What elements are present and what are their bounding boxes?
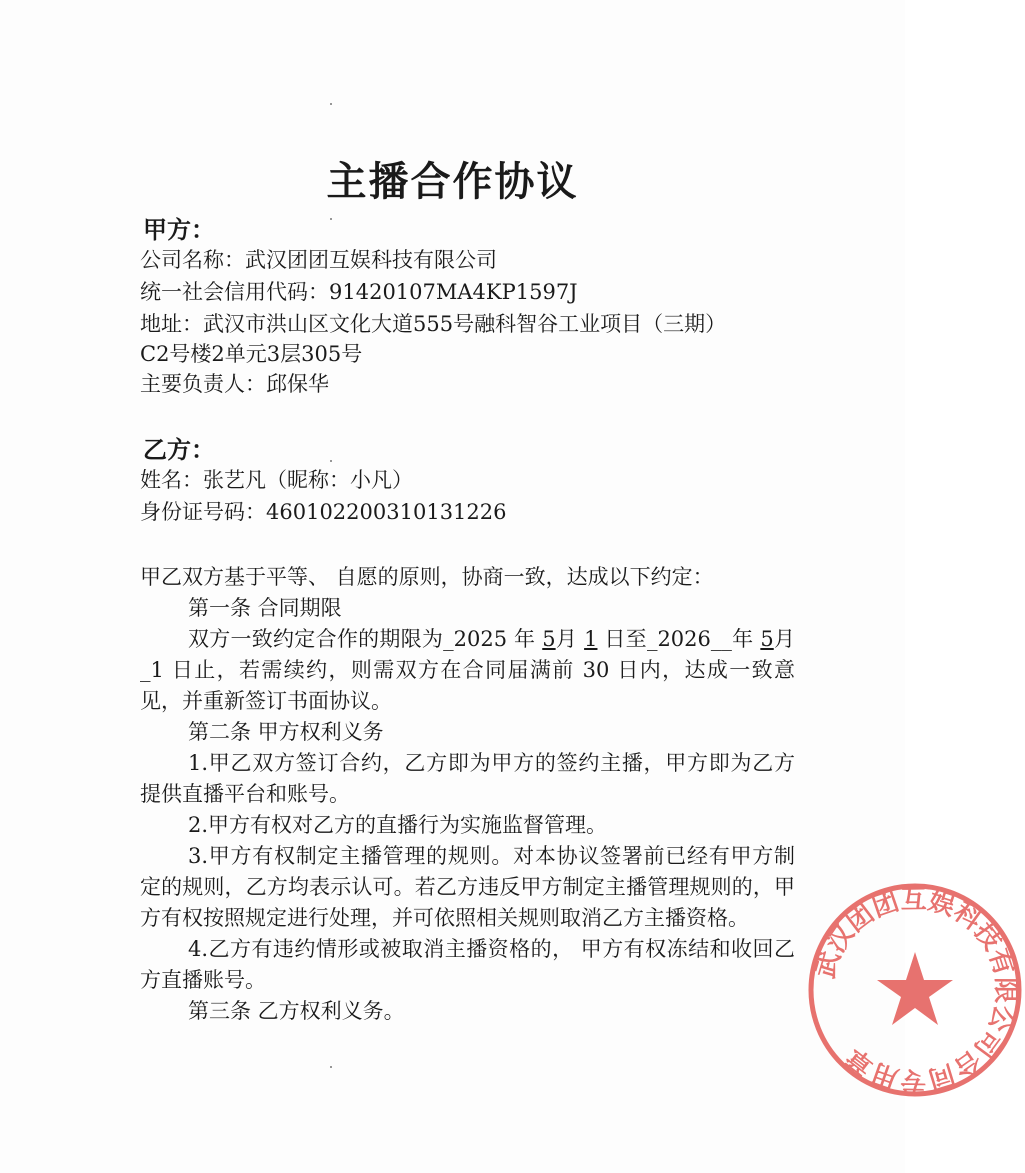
party-a-address-line1: 地址：武汉市洪山区文化大道555号融科智谷工业项目（三期） <box>140 312 727 336</box>
intro-paragraph: 甲乙双方基于平等、 自愿的原则，协商一致，达成以下约定： <box>140 565 714 589</box>
start-day: 1 <box>584 627 598 651</box>
article3-heading: 第三条 乙方权利义务。 <box>188 999 405 1023</box>
article2-item3: 3.甲方有权制定主播管理的规则。对本协议签署前已经有甲方制定的规则，乙方均表示认可。若乙方违反甲方制定主播管理规则的，甲方有权按照规定进行处理，并可依照相关规则取消乙方主播资格。 <box>140 844 795 930</box>
party-b-id-number: 身份证号码：460102200310131226 <box>140 500 507 524</box>
end-year: _2026__ <box>646 627 732 651</box>
party-a-principal: 主要负责人：邱保华 <box>140 372 329 396</box>
scan-speck <box>330 460 332 462</box>
scan-speck <box>330 103 332 105</box>
article1-text: 月 <box>555 627 585 651</box>
scan-speck <box>330 1066 332 1068</box>
party-a-company-name: 公司名称：武汉团团互娱科技有限公司 <box>140 248 497 272</box>
article2-item1: 1.甲乙双方签订合约，乙方即为甲方的签约主播，甲方即为乙方提供直播平台和账号。 <box>140 751 795 806</box>
agreement-body <box>140 562 795 1027</box>
article1-heading: 第一条 合同期限 <box>188 596 342 620</box>
article1-text: 年 <box>507 627 543 651</box>
seal-text: 武汉团团互娱科技有限公司合同专用章 <box>810 884 1021 1096</box>
article1-text: 日至 <box>597 627 647 651</box>
start-year: _2025 <box>443 627 508 651</box>
company-seal-icon <box>805 880 1025 1100</box>
article1-paragraph <box>140 624 795 717</box>
end-month: 5 <box>760 627 774 651</box>
party-b-name: 姓名：张艺凡（昵称：小凡） <box>140 468 413 492</box>
article1-text: 日止，若需续约，则需双方在合同届满前 30 日内，达成一致意见，并重新签订书面协议。 <box>140 658 795 713</box>
party-a-credit-code: 统一社会信用代码：91420107MA4KP1597J <box>140 280 578 304</box>
article2-heading: 第二条 甲方权利义务 <box>188 720 384 744</box>
start-month: 5 <box>542 627 556 651</box>
article1-text: 年 <box>731 627 761 651</box>
party-a-address-line2: C2号楼2单元3层305号 <box>140 342 363 366</box>
article1-text: 双方一致约定合作的期限为 <box>188 627 444 651</box>
article2-item2: 2.甲方有权对乙方的直播行为实施监督管理。 <box>188 813 608 837</box>
article1-text: 月 <box>773 627 795 651</box>
scan-speck <box>330 218 332 220</box>
end-day: _1 <box>140 658 164 682</box>
article2-item4: 4.乙方有违约情形或被取消主播资格的， 甲方有权冻结和收回乙方直播账号。 <box>140 937 795 992</box>
party-b-heading: 乙方： <box>143 436 215 464</box>
party-a-heading: 甲方： <box>143 216 215 244</box>
document-title: 主播合作协议 <box>326 159 579 205</box>
